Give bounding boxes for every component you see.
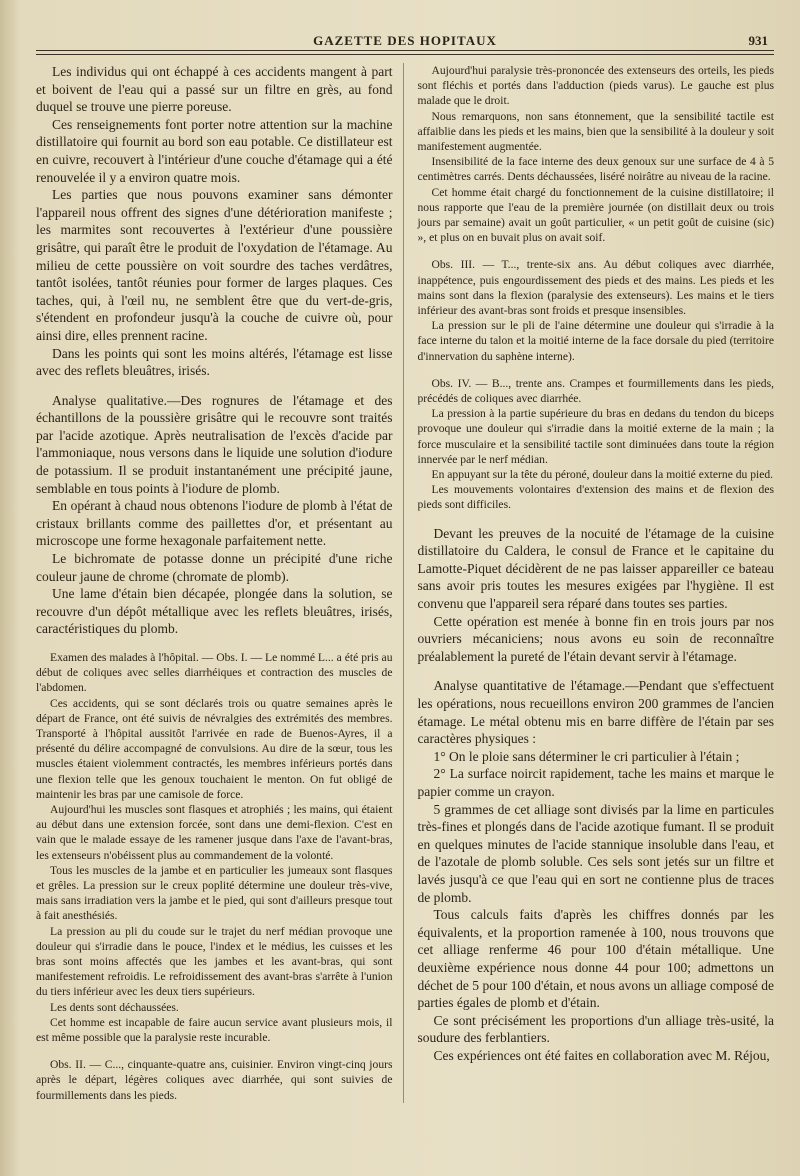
page-header (36, 0, 774, 51)
paragraph-gap (418, 364, 775, 376)
paragraph: Le bichromate de potasse donne un précipité d'une riche couleur jaune de chrome (chromate de plomb). (36, 551, 393, 584)
paragraph: En opérant à chaud nous obtenons l'iodure de plomb à l'état de cristaux brillants comme des paillettes d'or, et présentant au microscope une forme hexagonale parfaitement nette. (36, 498, 393, 549)
paragraph-gap (418, 245, 775, 257)
paragraph: La pression sur le pli de l'aine détermine une douleur qui s'irradie à la face interne du talon et la moitié interne de la face dorsale du pied (territoire d'innervation du saphène interne). (417, 319, 774, 363)
paragraph: Insensibilité de la face interne des deux genoux sur une surface de 4 à 5 centimètres carrés. Dents déchaussées, liséré noirâtre au niveau de la racine. (417, 155, 774, 184)
paragraph: Dans les points qui sont les moins altérés, l'étamage est lisse avec des reflets bleuâtres, irisés. (36, 345, 393, 379)
journal-title: GAZETTE DES HOPITAUX (313, 33, 497, 48)
paragraph: Obs. IV. — B..., trente ans. Crampes et fourmillements dans les pieds, précédés de coliques avec diarrhée. (417, 376, 774, 406)
paragraph: Ces expériences ont été faites en collaboration avec M. Réjou, (433, 1047, 770, 1063)
paragraph: Les dents sont déchaussées. (50, 1000, 179, 1014)
paragraph: Devant les preuves de la nocuité de l'étamage de la cuisine distillatoire du Caldera, le consul de France et le capitaine du Lamotte-Piquet décidèrent de ne pas laisser appareiller ce bateau sans avoir pris toutes les mesures exigées par l'hygiène. Il est convenu que l'appareil sera réparé dans toutes ses parties. (417, 525, 774, 612)
paragraph: Nous remarquons, non sans étonnement, que la sensibilité tactile est affaiblie dans les pieds et les mains, bien que la sensibilité à la douleur y soit manifestement augmentée. (417, 109, 774, 154)
paragraph: Tous les muscles de la jambe et en particulier les jumeaux sont flasques et grêles. La pression sur le creux poplité détermine une douleur très-vive, mais sans irradiation vers la jambe et le pied, qui sont d'ailleurs presque tout à fait anesthésiés. (36, 863, 393, 923)
paragraph-gap (36, 380, 393, 392)
paragraph: Une lame d'étain bien décapée, plongée dans la solution, se recouvre d'un dépôt métallique avec les reflets bleuâtres, irisés, caractéristiques du plomb. (36, 586, 393, 637)
paragraph: Tous calculs faits d'après les chiffres donnés par les équivalents, et la proportion ramenée à 100, nous trouvons que cet alliage renferme 46 pour 100 d'étain métallique. Une deuxième expérience nous donne 44 pour 100; admettons un déchet de 5 pour 100 d'étain, et nous avons un alliage composé de parties égales de plomb et d'étain. (417, 907, 774, 1011)
paragraph: Cette opération est menée à bonne fin en trois jours par nos ouvriers mécaniciens; nous avons eu soin de reconnaître préalablement la pureté de l'étain devant servir à l'étamage. (417, 613, 774, 664)
paragraph: Les mouvements volontaires d'extension des mains et de flexion des pieds sont difficiles. (417, 483, 774, 512)
paragraph: La pression au pli du coude sur le trajet du nerf médian provoque une douleur qui s'irradie dans le pouce, l'index et le médius, les cuisses et les bras sont moins affectés que les jambes et les avant-bras, qui sont manifestement refroidis. Le refroidissement des avant-bras s'arrête à l'union du tiers inférieur avec les deux tiers supérieurs. (36, 924, 393, 999)
paragraph: Aujourd'hui paralysie très-prononcée des extenseurs des orteils, les pieds sont fléchis et portés dans l'adduction (pieds varus). Le gauche est plus malade que le droit. (417, 64, 774, 108)
right-column (418, 63, 775, 1103)
paragraph: Les individus qui ont échappé à ces accidents mangent à part et boivent de l'eau qui a passé sur un filtre en grès, au fond duquel se trouve une pierre poreuse. (36, 64, 393, 115)
page-number: 931 (748, 33, 768, 48)
paragraph: Examen des malades à l'hôpital. — Obs. I. — Le nommé L... a été pris au début de coliques avec selles diarrhéiques et contraction des muscles de l'abdomen. (36, 651, 393, 695)
paragraph: Cet homme est incapable de faire aucun service avant plusieurs mois, il est même possible que la paralysie reste incurable. (36, 1015, 393, 1045)
paragraph: Analyse quantitative de l'étamage.—Pendant que s'effectuent les opérations, nous recueillons environ 200 grammes de l'ancien étamage. Le métal obtenu mis en barre diffère de l'étain par ses caractères physiques : (417, 678, 774, 747)
paragraph: Analyse qualitative.—Des rognures de l'étamage et des échantillons de la poussière grisâtre qui le recouvre sont traités par l'acide azotique. Après neutralisation de l'excès d'acide par l'ammoniaque, nous versons dans le liquide une solution d'iodure de potassium. Il se produit instantanément une précipité jaune, semblable en tous points à l'iodure de plomb. (36, 392, 393, 496)
paragraph: Obs. II. — C..., cinquante-quatre ans, cuisinier. Environ vingt-cinq jours après le départ, légères coliques avec diarrhée, qui sont suivies de fourmillements dans les pieds. (36, 1058, 393, 1102)
paragraph: 2° La surface noircit rapidement, tache les mains et marque le papier comme un crayon. (417, 766, 774, 799)
paragraph: Cet homme était chargé du fonctionnement de la cuisine distillatoire; il nous rapporte que l'eau de la première journée (on distillait deux ou trois jours par semaine) avait un goût particulier, « un petit goût de cuisine (sic) », et plus on en buvait plus on avait soif. (417, 185, 774, 245)
paragraph-gap (418, 665, 775, 677)
paragraph: Ce sont précisément les proportions d'un alliage très-usité, la soudure des ferblantiers. (417, 1012, 774, 1046)
paragraph-gap (418, 513, 775, 525)
paragraph: Obs. III. — T..., trente-six ans. Au début coliques avec diarrhée, inappétence, puis engourdissement des pieds et des mains. Les pieds et les mains sont dans la flexion (paralysie des extenseurs). Les mains et le tiers inférieur des avant-bras sont froids et presque insensibles. (417, 258, 774, 318)
paragraph-gap (36, 1045, 393, 1057)
paragraph: 5 grammes de cet alliage sont divisés par la lime en particules très-fines et plongés dans de l'acide azotique fumant. Il se produit en quelques minutes de l'acide stannique insoluble dans l'eau, et de l'azotale de plomb soluble. Ces sels sont jetés sur un filtre et lavés jusqu'à ce que l'eau qui en sort ne contienne plus de traces de plomb. (417, 801, 774, 905)
paragraph: 1° On le ploie sans déterminer le cri particulier à l'étain ; (433, 748, 740, 764)
paragraph-gap (36, 638, 393, 650)
paragraph: Ces renseignements font porter notre attention sur la machine distillatoire qui fournit au bord son eau potable. Ce distillateur est en cuivre, recouvert à l'intérieur d'une couche d'étamage qui a été renouvelée il y a environ quatre mois. (36, 116, 393, 185)
text-columns (36, 63, 774, 1103)
header-rule (36, 51, 774, 55)
paragraph: Les parties que nous pouvons examiner sans démonter l'appareil nous offrent des signes d'une détérioration manifeste ; les marmites sont recouvertes à l'extérieur d'une poussière grisâtre, qui paraît être le produit de l'oxydation de l'étamage. Au milieu de cette poussière on voit sourdre des taches verdâtres, tantôt isolées, tantôt réunies pour former de larges plaques. Ces taches, qui, à l'œil nu, ne semblent être que du vert-de-gris, s'étendent en profondeur jusqu'à la couche de cuivre où, pour ainsi dire, elles prennent racine. (36, 187, 393, 343)
paragraph: Ces accidents, qui se sont déclarés trois ou quatre semaines après le départ de France, ont été suivis de névralgies des extrémités des membres. Transporté à l'hôpital aussitôt l'arrivée en rade de Buenos-Ayres, il a présenté du délire accompagné de convulsions. Au dire de la sœur, tous les muscles étaient violemment contractés, les membres inférieurs portés dans une flexion telle que les genoux touchaient le menton. On fut obligé de maintenir les bras par une camisole de force. (36, 696, 393, 801)
paragraph: La pression à la partie supérieure du bras en dedans du tendon du biceps provoque une douleur qui s'irradie dans la moitié externe de la main ; la force musculaire et la sensibilité tactile sont diminuées dans toute la région innervée par le nerf médian. (417, 407, 774, 466)
paragraph: En appuyant sur la tête du péroné, douleur dans la moitié externe du pied. (431, 468, 774, 482)
left-column (36, 63, 404, 1103)
paragraph: Aujourd'hui les muscles sont flasques et atrophiés ; les mains, qui étaient au début dans une extension forcée, sont dans une demi-flexion. C'est en vain que le malade essaye de les ramener jusque dans l'axe de l'avant-bras, les extenseurs n'obéissent plus au commandement de la volonté. (36, 803, 393, 862)
